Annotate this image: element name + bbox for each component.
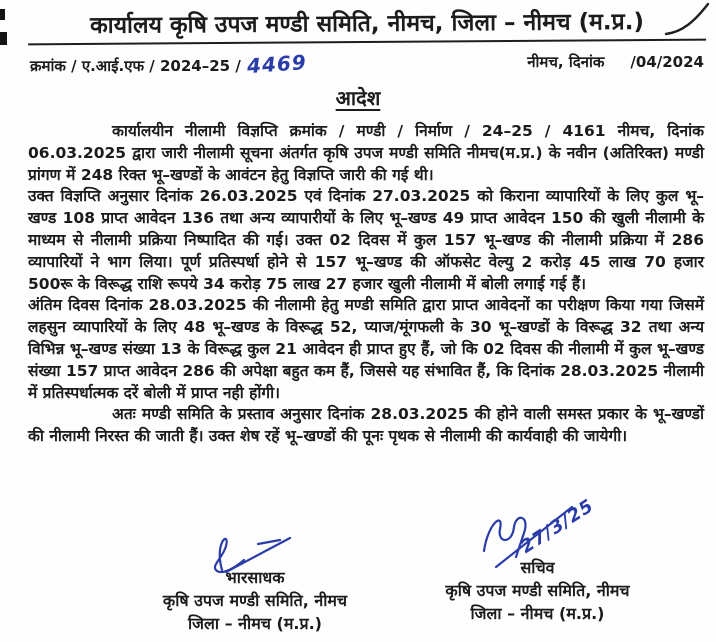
- designation-left: भारसाधक: [225, 568, 285, 587]
- place-date-label: नीमच, दिनांक: [527, 53, 605, 71]
- signature-date-handwritten: 27/3/25: [516, 495, 598, 558]
- org-name-right: कृषि उपज मण्डी समिति, नीमच: [445, 581, 630, 600]
- reference-row: [30, 49, 704, 79]
- signature-block-right: [420, 556, 655, 625]
- order-body: [28, 121, 704, 448]
- ref-number-label: क्रमांक / ए.आई.एफ / 2024–25 /: [30, 57, 241, 75]
- district-line-left: जिला – नीमच (म.प्र.): [188, 614, 322, 633]
- scan-artifact-mark: [0, 9, 5, 20]
- date-value: /04/2024: [630, 53, 704, 71]
- signature-block-left: [135, 566, 375, 635]
- paragraph-3: अंतिम दिवस दिनांक 28.03.2025 की नीलामी हेतु मण्डी समिति द्वारा प्राप्त आवेदनों का परीक्षण किया गया जिसमें लहसुन व्यापारियों के लिए 48 भू–खण्ड के विरूद्ध 52, प्याज/मूंगफली के 30 भू–खण्डों के विरूद्ध 32 तथा अन्य विभिन्न भू–खण्ड संख्या 13 के विरूद्ध कुल 21 आवेदन ही प्राप्त हुए हैं, जो कि 02 दिवस की नीलामी में कुल भू–खण्ड संख्या 157 प्राप्त आवेदन 286 की अपेक्षा बहुत कम हैं, जिससे यह संभावित हैं, कि दिनांक 28.03.2025 नीलामी में प्रतिस्पर्धात्मक दरें बोली में प्राप्त नही होंगी।: [28, 296, 704, 402]
- paragraph-4: अतः मण्डी समिति के प्रस्ताव अनुसार दिनांक 28.03.2025 की होने वाली समस्त प्रकार के भू–खण्डों की नीलामी निरस्त की जाती हैं। उक्त शेष रहें भू–खण्डों की पूनः पृथक से नीलामी की कार्यवाही की जायेगी।: [28, 405, 704, 446]
- paragraph-2: उक्त विज्ञप्ति अनुसार दिनांक 26.03.2025 एवं दिनांक 27.03.2025 को किराना व्यापारियों के लिए कुल भू–खण्ड 108 प्राप्त आवेदन 136 तथा अन्य व्यापारीयों के लिए भू–खण्ड 49 प्राप्त आवेदन 150 की खुली नीलामी के माध्यम से नीलामी प्रक्रिया निष्पादित की गई। उक्त 02 दिवस में कुल 157 भू–खण्ड की नीलामी प्रक्रिया में 286 व्यापारियों ने भाग लिया। पूर्ण प्रतिस्पर्धा होने से 157 भू–खण्ड की ऑफसेट वेल्यु 2 करोड़ 45 लाख 70 हजार 500रू के विरूद्ध राशि रूपये 34 करोड़ 75 लाख 27 हजार खुली नीलामी में बोली लगाई गई हैं।: [28, 187, 704, 293]
- scan-artifact-mark: [0, 32, 7, 45]
- designation-right: सचिव: [520, 558, 555, 577]
- paragraph-1: कार्यालयीन नीलामी विज्ञप्ति क्रमांक / मण्डी / निर्माण / 24–25 / 4161 नीमच, दिनांक 06.03.2025 द्वारा जारी नीलामी सूचना अंतर्गत कृषि उपज मण्डी समिति नीमच(म.प्र.) के नवीन (अतिरिक्त) मण्डी प्रांगण में 248 रिक्त भू–खण्डों के आवंटन हेतु विज्ञप्ति जारी की गई थी।: [28, 122, 704, 184]
- ref-number-handwritten: 4469: [246, 49, 308, 79]
- office-title: कार्यालय कृषि उपज मण्डी समिति, नीमच, जिला – नीमच (म.प्र.): [28, 4, 706, 46]
- pen-flourish-mark: [664, 2, 712, 38]
- order-heading: आदेश: [335, 86, 381, 110]
- org-name-left: कृषि उपज मण्डी समिति, नीमच: [162, 591, 348, 610]
- district-line-right: जिला – नीमच (म.प्र.): [470, 604, 605, 623]
